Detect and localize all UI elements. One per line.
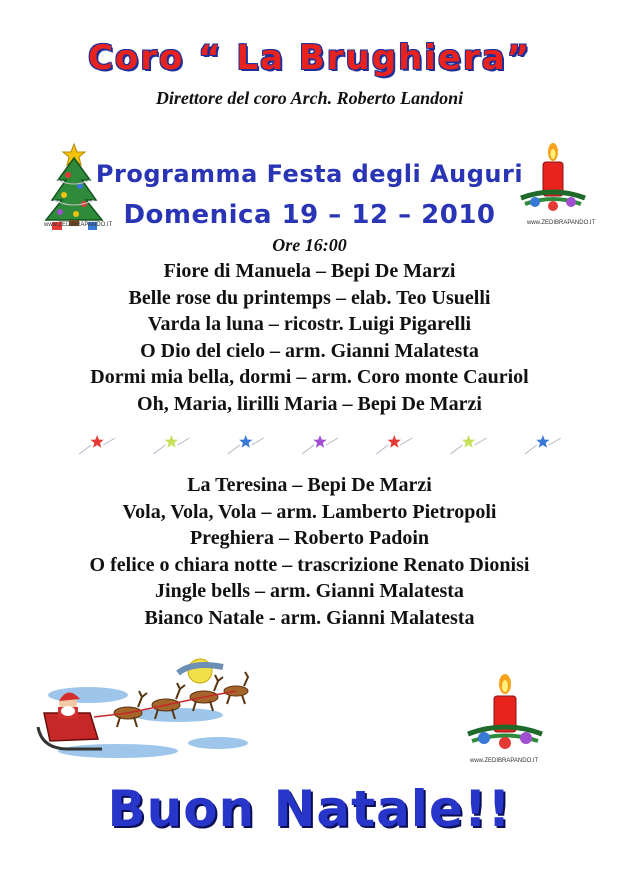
- list-item: Dormi mia bella, dormi – arm. Coro monte Cauriol: [90, 366, 529, 388]
- choir-title: Coro “ La Brughiera”: [87, 38, 532, 78]
- star-icon: [153, 435, 189, 454]
- star-icon: [79, 435, 115, 454]
- star-icon: [376, 435, 412, 454]
- list-item: O felice o chiara notte – trascrizione Renato Dionisi: [89, 553, 530, 576]
- list-item: Preghiera – Roberto Padoin: [189, 527, 430, 549]
- choir-director: Direttore del coro Arch. Roberto Landoni: [155, 88, 464, 108]
- clipart-caption-tree: www.ZEDIBRAPANDO.IT: [44, 222, 113, 228]
- list-item: Fiore di Manuela – Bepi De Marzi: [163, 260, 456, 282]
- list-item: Bianco Natale - arm. Gianni Malatesta: [144, 606, 475, 629]
- star-icon: [228, 435, 264, 454]
- list-item: La Teresina – Bepi De Marzi: [187, 474, 432, 496]
- clipart-caption-candle-bottom: www.ZEDIBRAPANDO.IT: [470, 758, 539, 764]
- list-item: Oh, Maria, lirilli Maria – Bepi De Marzi: [137, 392, 482, 415]
- program-title: Programma Festa degli Auguri: [95, 160, 524, 188]
- star-icon: [451, 435, 487, 454]
- song-list-part-1: [0, 258, 619, 417]
- program-date: Domenica 19 – 12 – 2010: [123, 200, 496, 230]
- candle-icon-bottom: [462, 672, 548, 762]
- list-item: Belle rose du printemps – elab. Teo Usuelli: [128, 286, 491, 309]
- star-icon: [525, 435, 561, 454]
- closing-greeting: Buon Natale!!: [107, 780, 512, 838]
- santa-sleigh-icon: [28, 655, 260, 767]
- star-icon: [302, 435, 338, 454]
- clipart-caption-candle-top: www.ZEDIBRAPANDO.IT: [527, 220, 596, 226]
- list-item: Jingle bells – arm. Gianni Malatesta: [155, 580, 464, 602]
- list-item: Varda la luna – ricostr. Luigi Pigarelli: [147, 313, 472, 335]
- list-item: Vola, Vola, Vola – arm. Lamberto Pietropoli: [122, 500, 497, 523]
- song-list-part-2: [0, 472, 619, 631]
- stars-divider: [60, 428, 580, 462]
- program-time: Ore 16:00: [272, 235, 347, 255]
- list-item: O Dio del cielo – arm. Gianni Malatesta: [140, 339, 479, 362]
